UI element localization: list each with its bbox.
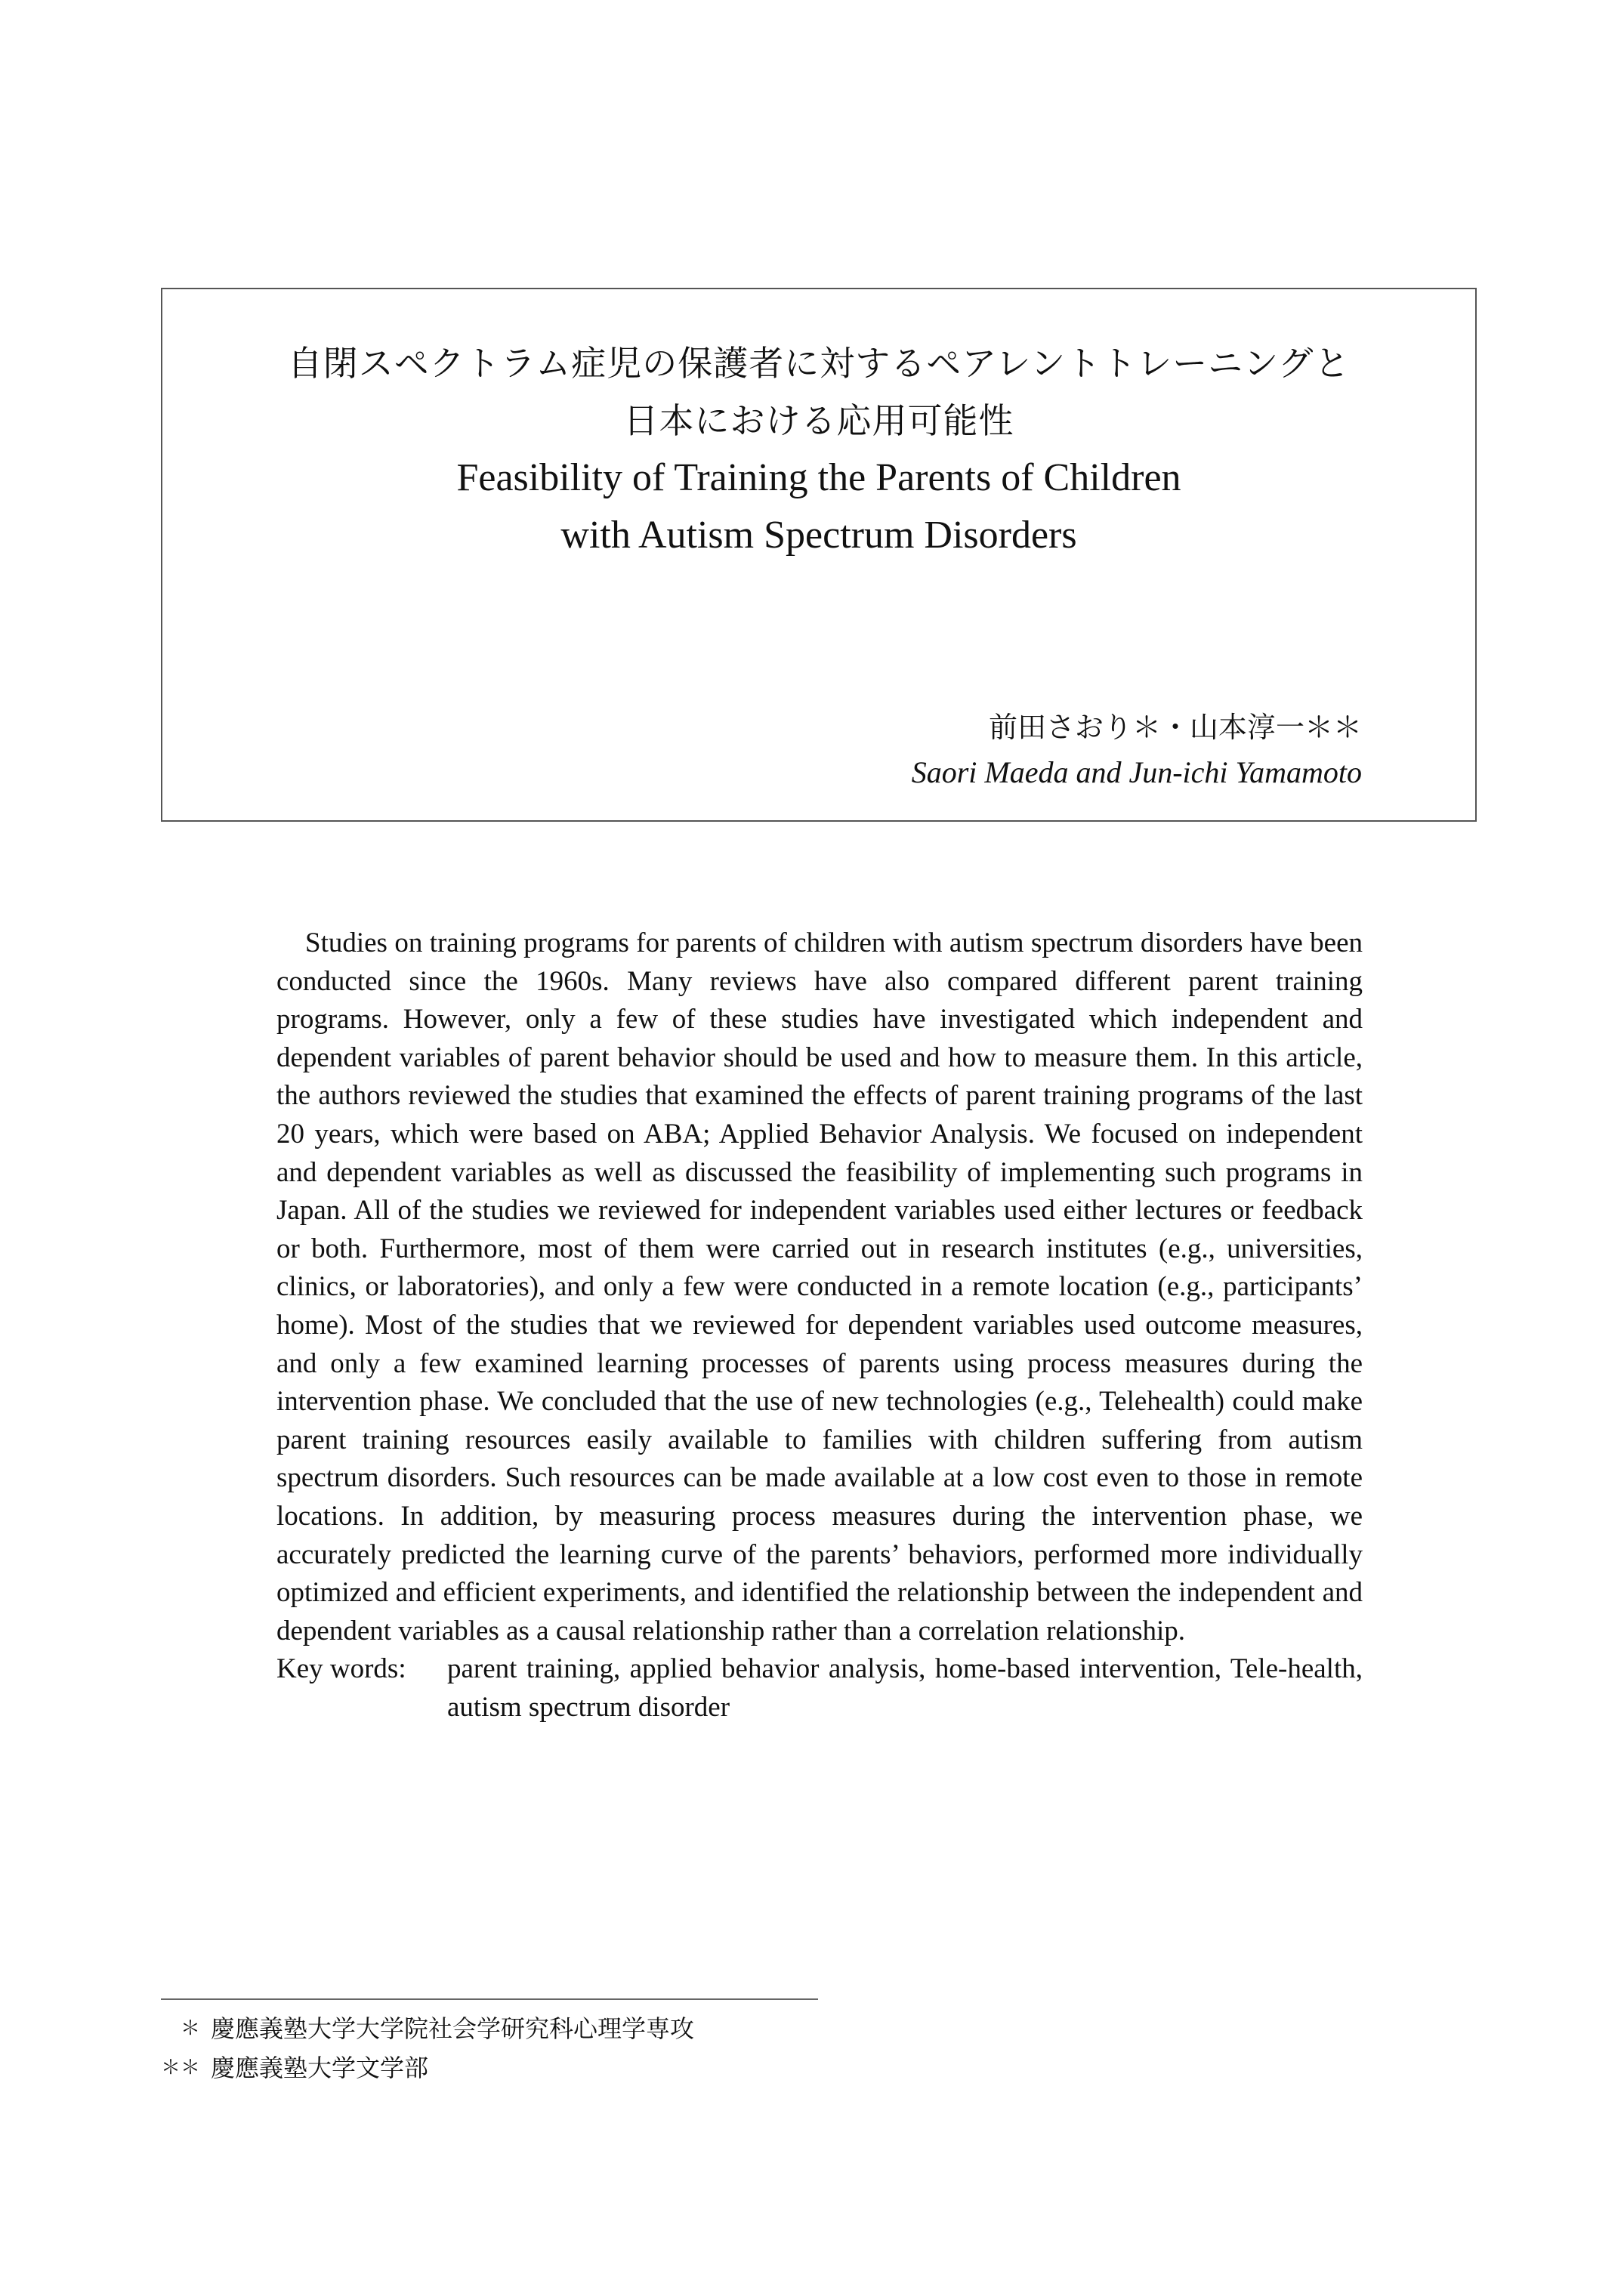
authors <box>912 705 1362 795</box>
footnote-2-mark: ＊＊ <box>161 2057 201 2079</box>
title-en-line1: Feasibility of Training the Parents of Children <box>456 456 1181 499</box>
footnote-2 <box>161 2048 694 2088</box>
title-en-line2: with Autism Spectrum Disorders <box>560 514 1077 557</box>
footnote-2-text: 慶應義塾大学文学部 <box>211 2054 429 2082</box>
title-box <box>161 288 1477 822</box>
footnote-divider <box>161 1998 818 2000</box>
title-block <box>162 335 1475 564</box>
footnote-1-text: 慶應義塾大学大学院社会学研究科心理学専攻 <box>211 2014 695 2043</box>
keywords-label: Key words: <box>276 1653 406 1685</box>
abstract <box>276 924 1363 1727</box>
footnotes <box>161 2009 694 2088</box>
footnote-1-mark: ＊ <box>180 2017 200 2040</box>
keywords-text: parent training, applied behavior analysis, home-based intervention, Tele-health, autism spectrum disorder <box>447 1653 1363 1723</box>
abstract-body: Studies on training programs for parents of children with autism spectrum disorders have been conducted since the 1960s. Many reviews have also compared different parent training programs. However, only a few of these studies have investigated which independent and dependent variables of parent behavior should be used and how to measure them. In this article, the authors reviewed the studies that examined the effects of parent training programs of the last 20 years, which were based on ABA; Applied Behavior Analysis. We focused on independent and dependent variables as well as discussed the feasibility of implementing such programs in Japan. All of the studies we reviewed for independent variables used either lectures or feedback or both. Furthermore, most of them were carried out in research institutes (e.g., universities, clinics, or laboratories), and only a few were conducted in a remote location (e.g., participants’ home). Most of the studies that we reviewed for dependent variables used outcome measures, and only a few examined learning processes of parents using process measures during the intervention phase. We concluded that the use of new technologies (e.g., Telehealth) could make parent training resources easily available to families with children suffering from autism spectrum disorders. Such resources can be made available at a low cost even to those in remote locations. In addition, by measuring process measures during the intervention phase, we accurately predicted the learning curve of the parents’ behaviors, performed more individually optimized and efficient experiments, and identified the relationship between the independent and dependent variables as a causal relationship rather than a correlation relationship. <box>276 927 1363 1646</box>
footnote-1 <box>161 2009 694 2048</box>
keywords <box>276 1650 1363 1727</box>
authors-jp: 前田さおり＊・山本淳一＊＊ <box>988 711 1362 744</box>
title-jp-line2: 日本における応用可能性 <box>623 400 1014 441</box>
title-jp-line1: 自閉スペクトラム症児の保護者に対するペアレントトレーニングと <box>287 343 1351 384</box>
authors-en: Saori Maeda and Jun-ichi Yamamoto <box>911 755 1362 789</box>
